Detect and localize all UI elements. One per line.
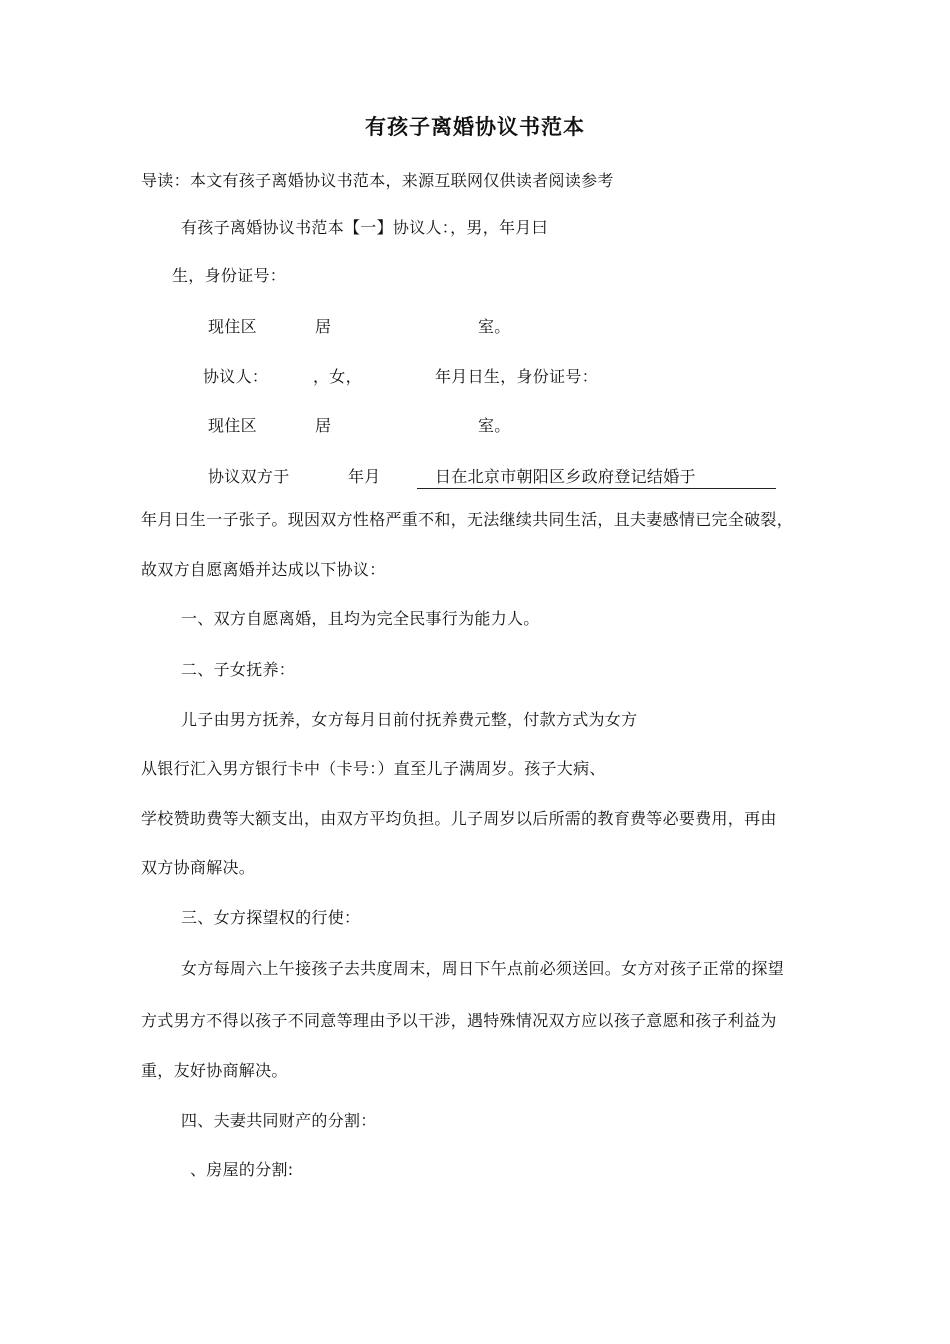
section-2-para-4: 双方协商解决。	[141, 858, 256, 877]
party2-birth-id: 年月日生，身份证号：	[435, 367, 599, 386]
section-3-title: 三、女方探望权的行使：	[181, 908, 361, 927]
intro-line: 导读：本文有孩子离婚协议书范本，来源互联网仅供读者阅读参考	[141, 171, 614, 190]
birth-id-line: 生，身份证号：	[172, 266, 287, 285]
marriage-place-text: 日在北京市朝阳区乡政府登记结婚于	[417, 467, 776, 489]
section-4-sub-1: 、房屋的分割:	[190, 1160, 294, 1179]
section-3-para-3: 重，友好协商解决。	[141, 1061, 288, 1080]
reason-line-1: 年月日生一子张子。现因双方性格严重不和，无法继续共同生活，且夫妻感情已完全破裂，	[141, 510, 794, 529]
party2-gender: ，女，	[313, 367, 362, 386]
marriage-year-month: 年月	[348, 467, 381, 486]
address-room-1: 室。	[478, 317, 511, 336]
heading-line: 有孩子离婚协议书范本【一】协议人：，男，年月曰	[181, 218, 548, 237]
section-2-para-1: 儿子由男方抚养，女方每月日前付抚养费元整，付款方式为女方	[181, 710, 638, 729]
section-2-para-2: 从银行汇入男方银行卡中（卡号：）直至儿子满周岁。孩子大病、	[141, 759, 606, 778]
party2-label: 协议人：	[203, 367, 269, 386]
address-residence-1: 居	[315, 317, 332, 336]
document-title: 有孩子离婚协议书范本	[365, 115, 585, 139]
section-3-para-1: 女方每周六上午接孩子去共度周末，周日下午点前必须送回。女方对孩子正常的探望	[181, 959, 785, 978]
section-1: 一、双方自愿离婚，且均为完全民事行为能力人。	[181, 609, 540, 628]
marriage-prefix: 协议双方于	[208, 467, 290, 486]
reason-line-2: 故双方自愿离婚并达成以下协议：	[141, 560, 386, 579]
address-residence-2: 居	[315, 416, 332, 435]
section-3-para-2: 方式男方不得以孩子不同意等理由予以干涉，遇特殊情况双方应以孩子意愿和孩子利益为	[141, 1011, 777, 1030]
address-district-2: 现住区	[208, 416, 257, 435]
section-4-title: 四、夫妻共同财产的分割：	[181, 1111, 377, 1130]
marriage-place-underlined	[417, 467, 776, 489]
section-2-title: 二、子女抚养：	[181, 660, 296, 679]
address-room-2: 室。	[478, 416, 511, 435]
address-district-1: 现住区	[208, 317, 257, 336]
section-2-para-3: 学校赞助费等大额支出，由双方平均负担。儿子周岁以后所需的教育费等必要费用，再由	[141, 809, 777, 828]
